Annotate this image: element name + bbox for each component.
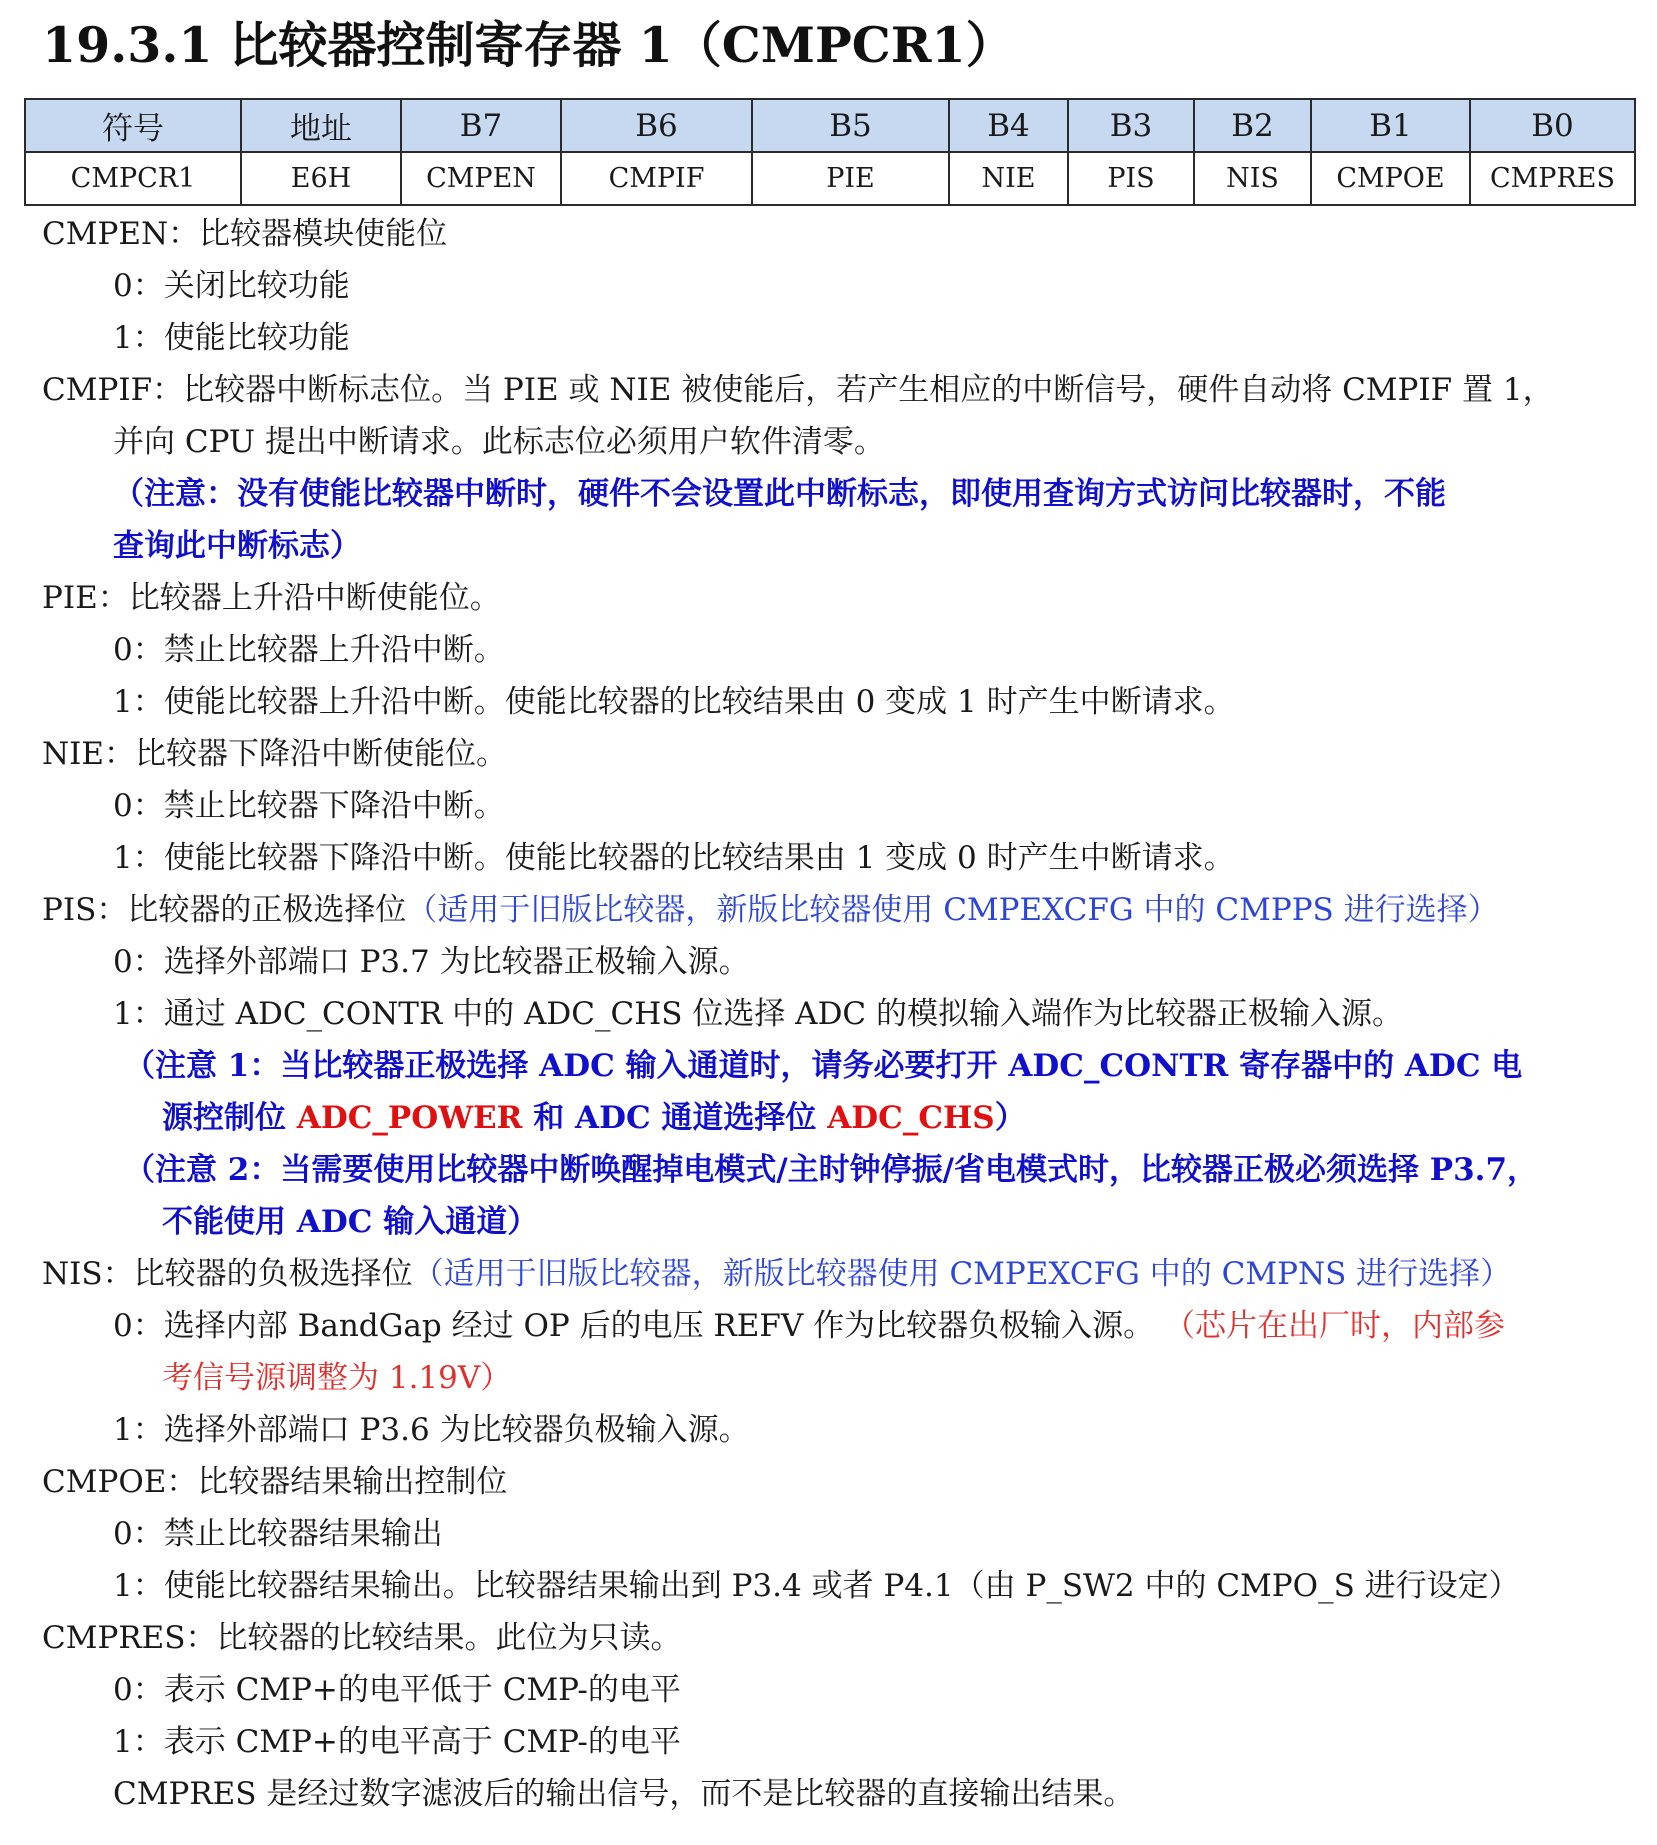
section-title: 19.3.1 比较器控制寄存器 1（CMPCR1）	[42, 16, 1015, 74]
header-cell: B0	[1470, 99, 1635, 152]
cmpoe-description: CMPOE：比较器结果输出控制位	[42, 1464, 508, 1500]
pie-option-1: 1：使能比较器上升沿中断。使能比较器的比较结果由 0 变成 1 时产生中断请求。	[113, 684, 1235, 720]
cmpen-option-0: 0：关闭比较功能	[113, 268, 350, 304]
nie-option-1: 1：使能比较器下降沿中断。使能比较器的比较结果由 1 变成 0 时产生中断请求。	[113, 840, 1235, 876]
pie-option-0: 0：禁止比较器上升沿中断。	[113, 632, 505, 668]
header-cell: B1	[1311, 99, 1470, 152]
pis-note-1-adc-chs: ADC_CHS	[827, 1100, 995, 1136]
cmpres-option-0: 0：表示 CMP+的电平低于 CMP-的电平	[113, 1672, 681, 1708]
table-cell: CMPIF	[561, 152, 752, 205]
cmpres-description: CMPRES：比较器的比较结果。此位为只读。	[42, 1620, 682, 1656]
header-cell: B4	[949, 99, 1068, 152]
nis-description	[42, 1248, 1637, 1300]
cmpres-option-1: 1：表示 CMP+的电平高于 CMP-的电平	[113, 1724, 681, 1760]
cmpen-description: CMPEN：比较器模块使能位	[42, 216, 448, 252]
cmpif-description-line-2: 并向 CPU 提出中断请求。此标志位必须用户软件清零。	[113, 424, 885, 460]
pis-note-1-line-1: （注意 1：当比较器正极选择 ADC 输入通道时，请务必要打开 ADC_CONTR 寄存器中的 ADC 电	[124, 1048, 1523, 1084]
pis-option-0: 0：选择外部端口 P3.7 为比较器正极输入源。	[113, 944, 750, 980]
table-cell: E6H	[241, 152, 401, 205]
table-cell: CMPRES	[1470, 152, 1635, 205]
nie-option-0: 0：禁止比较器下降沿中断。	[113, 788, 505, 824]
table-cell: CMPOE	[1311, 152, 1470, 205]
table-cell: PIE	[752, 152, 949, 205]
pis-note-1-text-a: 源控制位	[162, 1100, 297, 1136]
nis-option-0-text: 0：选择内部 BandGap 经过 OP 后的电压 REFV 作为比较器负极输入源。	[113, 1308, 1155, 1344]
nis-description-text: NIS：比较器的负极选择位	[42, 1256, 413, 1292]
cmpoe-option-1: 1：使能比较器结果输出。比较器结果输出到 P3.4 或者 P4.1（由 P_SW2 中的 CMPO_S 进行设定）	[113, 1568, 1520, 1604]
table-cell: NIE	[949, 152, 1068, 205]
header-cell: B3	[1068, 99, 1194, 152]
cmpen-option-1: 1：使能比较功能	[113, 320, 350, 356]
register-table	[24, 98, 1636, 206]
cmpif-note-line-2: 查询此中断标志）	[113, 528, 361, 564]
pis-option-1: 1：通过 ADC_CONTR 中的 ADC_CHS 位选择 ADC 的模拟输入端作为比较器正极输入源。	[113, 996, 1403, 1032]
header-cell: B5	[752, 99, 949, 152]
header-cell: B6	[561, 99, 752, 152]
header-cell: B2	[1194, 99, 1311, 152]
header-cell: 地址	[241, 99, 401, 152]
cmpif-description-line-1: CMPIF：比较器中断标志位。当 PIE 或 NIE 被使能后，若产生相应的中断信号，硬件自动将 CMPIF 置 1，	[42, 372, 1554, 408]
pis-note-2-line-1: （注意 2：当需要使用比较器中断唤醒掉电模式/主时钟停振/省电模式时，比较器正极必须选择 P3.7，	[124, 1152, 1539, 1188]
pis-note-1-adc-power: ADC_POWER	[296, 1100, 523, 1136]
nis-option-0-note: （芯片在出厂时，内部参	[1164, 1308, 1506, 1344]
nis-option-0	[42, 1300, 1637, 1352]
cmpoe-option-0: 0：禁止比较器结果输出	[113, 1516, 443, 1552]
table-row	[25, 152, 1635, 205]
pis-note-1-text-c: ）	[994, 1100, 1026, 1136]
pis-note-2-line-2: 不能使用 ADC 输入通道）	[162, 1204, 539, 1240]
pis-description	[42, 884, 1637, 936]
table-cell: CMPCR1	[25, 152, 241, 205]
bit-descriptions	[42, 208, 1637, 1820]
pie-description: PIE：比较器上升沿中断使能位。	[42, 580, 501, 616]
pis-description-note: （适用于旧版比较器，新版比较器使用 CMPEXCFG 中的 CMPPS 进行选择）	[406, 892, 1499, 928]
table-cell: CMPEN	[401, 152, 561, 205]
cmpif-note-line-1: （注意：没有使能比较器中断时，硬件不会设置此中断标志，即使用查询方式访问比较器时，不能	[113, 476, 1446, 512]
pis-note-1-line-2	[42, 1092, 1637, 1144]
table-cell: PIS	[1068, 152, 1194, 205]
cmpres-extra-note: CMPRES 是经过数字滤波后的输出信号，而不是比较器的直接输出结果。	[113, 1776, 1135, 1812]
pis-note-1-text-b: 和 ADC 通道选择位	[522, 1100, 828, 1136]
nie-description: NIE：比较器下降沿中断使能位。	[42, 736, 507, 772]
table-cell: NIS	[1194, 152, 1311, 205]
table-header-row	[25, 99, 1635, 152]
pis-description-text: PIS：比较器的正极选择位	[42, 892, 407, 928]
nis-option-1: 1：选择外部端口 P3.6 为比较器负极输入源。	[113, 1412, 750, 1448]
nis-option-0-note-line-2: 考信号源调整为 1.19V）	[162, 1360, 512, 1396]
header-cell: B7	[401, 99, 561, 152]
nis-description-note: （适用于旧版比较器，新版比较器使用 CMPEXCFG 中的 CMPNS 进行选择）	[412, 1256, 1512, 1292]
header-cell: 符号	[25, 99, 241, 152]
